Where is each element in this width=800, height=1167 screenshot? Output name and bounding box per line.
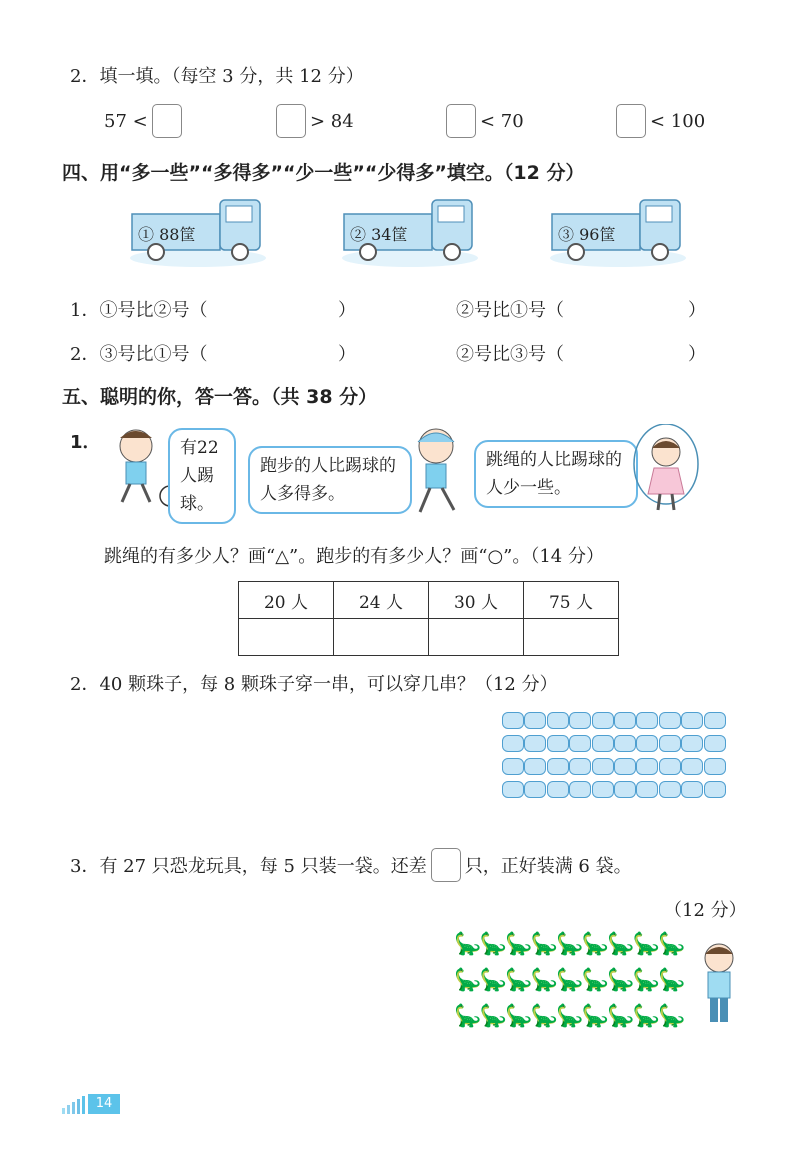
dinosaur-icon: 🦕 xyxy=(607,968,635,993)
bead-icon xyxy=(681,781,703,798)
bead-icon xyxy=(614,781,636,798)
bead-icon xyxy=(524,781,546,798)
boy-running-icon xyxy=(402,424,472,518)
compare-item-1 xyxy=(104,104,182,138)
bead-icon xyxy=(592,735,614,752)
sec4-q1-left: 1．①号比②号（ xyxy=(70,300,208,321)
page-number: 14 xyxy=(88,1094,120,1114)
bead-icon xyxy=(502,712,524,729)
dinosaur-icon: 🦕 xyxy=(556,932,584,957)
bead-icon xyxy=(704,781,726,798)
bead-icon xyxy=(547,712,569,729)
table-answer-cell[interactable] xyxy=(429,619,524,656)
section-5-title: 五、聪明的你，答一答。（共 38 分） xyxy=(62,386,378,408)
bead-icon xyxy=(524,712,546,729)
dinosaur-icon: 🦕 xyxy=(530,1004,558,1029)
answer-table xyxy=(238,581,619,656)
dinosaur-icon: 🦕 xyxy=(581,932,609,957)
sec4-q2-right: ②号比③号（ xyxy=(456,344,564,365)
table-cell-20: 20 人 xyxy=(239,582,334,619)
dinosaur-icon: 🦕 xyxy=(632,932,660,957)
bead-icon xyxy=(704,735,726,752)
dinosaur-icon: 🦕 xyxy=(632,968,660,993)
bead-icon xyxy=(636,712,658,729)
bead-icon xyxy=(524,758,546,775)
bead-icon xyxy=(704,712,726,729)
bead-icon xyxy=(547,735,569,752)
bead-icon xyxy=(592,758,614,775)
q3-text-b: 只，正好装满 6 袋。 xyxy=(464,856,632,877)
dinosaur-icon: 🦕 xyxy=(556,1004,584,1029)
dinosaur-icon: 🦕 xyxy=(632,1004,660,1029)
dinosaur-icon: 🦕 xyxy=(658,1004,686,1029)
dinosaur-icon: 🦕 xyxy=(530,932,558,957)
table-cell-30: 30 人 xyxy=(429,582,524,619)
sec4-q2-left: 2．③号比①号（ xyxy=(70,344,208,365)
page-bars-icon xyxy=(60,1094,88,1114)
compare-right: < 70 xyxy=(480,110,524,132)
compare-item-4 xyxy=(616,104,705,138)
q3-question xyxy=(70,848,632,882)
bead-icon xyxy=(636,781,658,798)
bead-icon xyxy=(681,735,703,752)
dinosaur-icon: 🦕 xyxy=(479,1004,507,1029)
q3-score: （12 分） xyxy=(664,900,747,921)
bead-icon xyxy=(659,781,681,798)
bead-icon xyxy=(636,735,658,752)
q1-question: 跳绳的有多少人？画“△”。跑步的有多少人？画“○”。（14 分） xyxy=(104,546,604,567)
bead-icon xyxy=(547,781,569,798)
compare-item-2 xyxy=(276,104,354,138)
bead-icon xyxy=(614,758,636,775)
dinosaur-icon: 🦕 xyxy=(581,968,609,993)
answer-box[interactable] xyxy=(431,848,461,882)
bubble-jumprope: 跳绳的人比踢球的人少一些。 xyxy=(474,440,638,508)
dinosaur-icon: 🦕 xyxy=(454,968,482,993)
truck-2 xyxy=(340,196,480,272)
bead-icon xyxy=(614,735,636,752)
bead-icon xyxy=(592,781,614,798)
bead-icon xyxy=(547,758,569,775)
bubble-running: 跑步的人比踢球的人多得多。 xyxy=(248,446,412,514)
bead-icon xyxy=(636,758,658,775)
dinosaur-icon: 🦕 xyxy=(505,1004,533,1029)
truck-label: ① 88筐 xyxy=(138,225,196,244)
dinosaur-icon: 🦕 xyxy=(505,968,533,993)
truck-3 xyxy=(548,196,688,272)
bead-icon xyxy=(569,781,591,798)
table-cell-24: 24 人 xyxy=(334,582,429,619)
bead-icon xyxy=(704,758,726,775)
dinosaur-icon: 🦕 xyxy=(556,968,584,993)
dinosaur-icon: 🦕 xyxy=(607,1004,635,1029)
truck-1 xyxy=(128,196,268,272)
bead-icon xyxy=(524,735,546,752)
bubble-soccer: 有22人踢球。 xyxy=(168,428,236,524)
bead-icon xyxy=(659,735,681,752)
section-4-title: 四、用“多一些”“多得多”“少一些”“少得多”填空。（12 分） xyxy=(62,162,585,184)
answer-box[interactable] xyxy=(446,104,476,138)
sec4-q2-left-close: ） xyxy=(338,344,356,365)
compare-right: < 100 xyxy=(650,110,706,132)
dinosaur-icon: 🦕 xyxy=(658,968,686,993)
compare-left: 57 < xyxy=(104,110,148,132)
q2-title: 2．填一填。（每空 3 分，共 12 分） xyxy=(70,66,364,87)
answer-box[interactable] xyxy=(152,104,182,138)
bead-icon xyxy=(502,781,524,798)
bead-icon xyxy=(614,712,636,729)
q2-question: 2．40 颗珠子，每 8 颗珠子穿一串，可以穿几串？（12 分） xyxy=(70,674,558,695)
truck-label: ② 34筐 xyxy=(350,225,408,244)
dinosaur-icon: 🦕 xyxy=(479,932,507,957)
boy-standing-icon xyxy=(694,940,744,1030)
sec4-q1-left-close: ） xyxy=(338,300,356,321)
girl-jumprope-icon xyxy=(630,424,700,518)
table-answer-cell[interactable] xyxy=(524,619,619,656)
bead-icon xyxy=(569,712,591,729)
q1-number: 1． xyxy=(70,432,101,453)
dinosaur-icon: 🦕 xyxy=(505,932,533,957)
sec4-q1-right-close: ） xyxy=(688,300,706,321)
bead-icon xyxy=(502,758,524,775)
bead-icon xyxy=(569,735,591,752)
sec4-q1-right: ②号比①号（ xyxy=(456,300,564,321)
sec4-q2-right-close: ） xyxy=(688,344,706,365)
dinosaur-icon: 🦕 xyxy=(658,932,686,957)
q3-text-a: 3．有 27 只恐龙玩具，每 5 只装一袋。还差 xyxy=(70,856,427,877)
truck-label: ③ 96筐 xyxy=(558,225,616,244)
dinosaur-icon: 🦕 xyxy=(454,932,482,957)
dinosaur-icon: 🦕 xyxy=(607,932,635,957)
compare-right: > 84 xyxy=(310,110,354,132)
compare-item-3 xyxy=(446,104,524,138)
dinosaur-icon: 🦕 xyxy=(581,1004,609,1029)
bead-icon xyxy=(502,735,524,752)
bead-icon xyxy=(681,758,703,775)
answer-box[interactable] xyxy=(616,104,646,138)
table-cell-75: 75 人 xyxy=(524,582,619,619)
bead-icon xyxy=(659,712,681,729)
bead-icon xyxy=(592,712,614,729)
dinosaur-icon: 🦕 xyxy=(479,968,507,993)
table-answer-cell[interactable] xyxy=(334,619,429,656)
bead-icon xyxy=(659,758,681,775)
dinosaur-icon: 🦕 xyxy=(454,1004,482,1029)
bead-icon xyxy=(569,758,591,775)
dinosaur-icon: 🦕 xyxy=(530,968,558,993)
answer-box[interactable] xyxy=(276,104,306,138)
bead-icon xyxy=(681,712,703,729)
table-answer-cell[interactable] xyxy=(239,619,334,656)
